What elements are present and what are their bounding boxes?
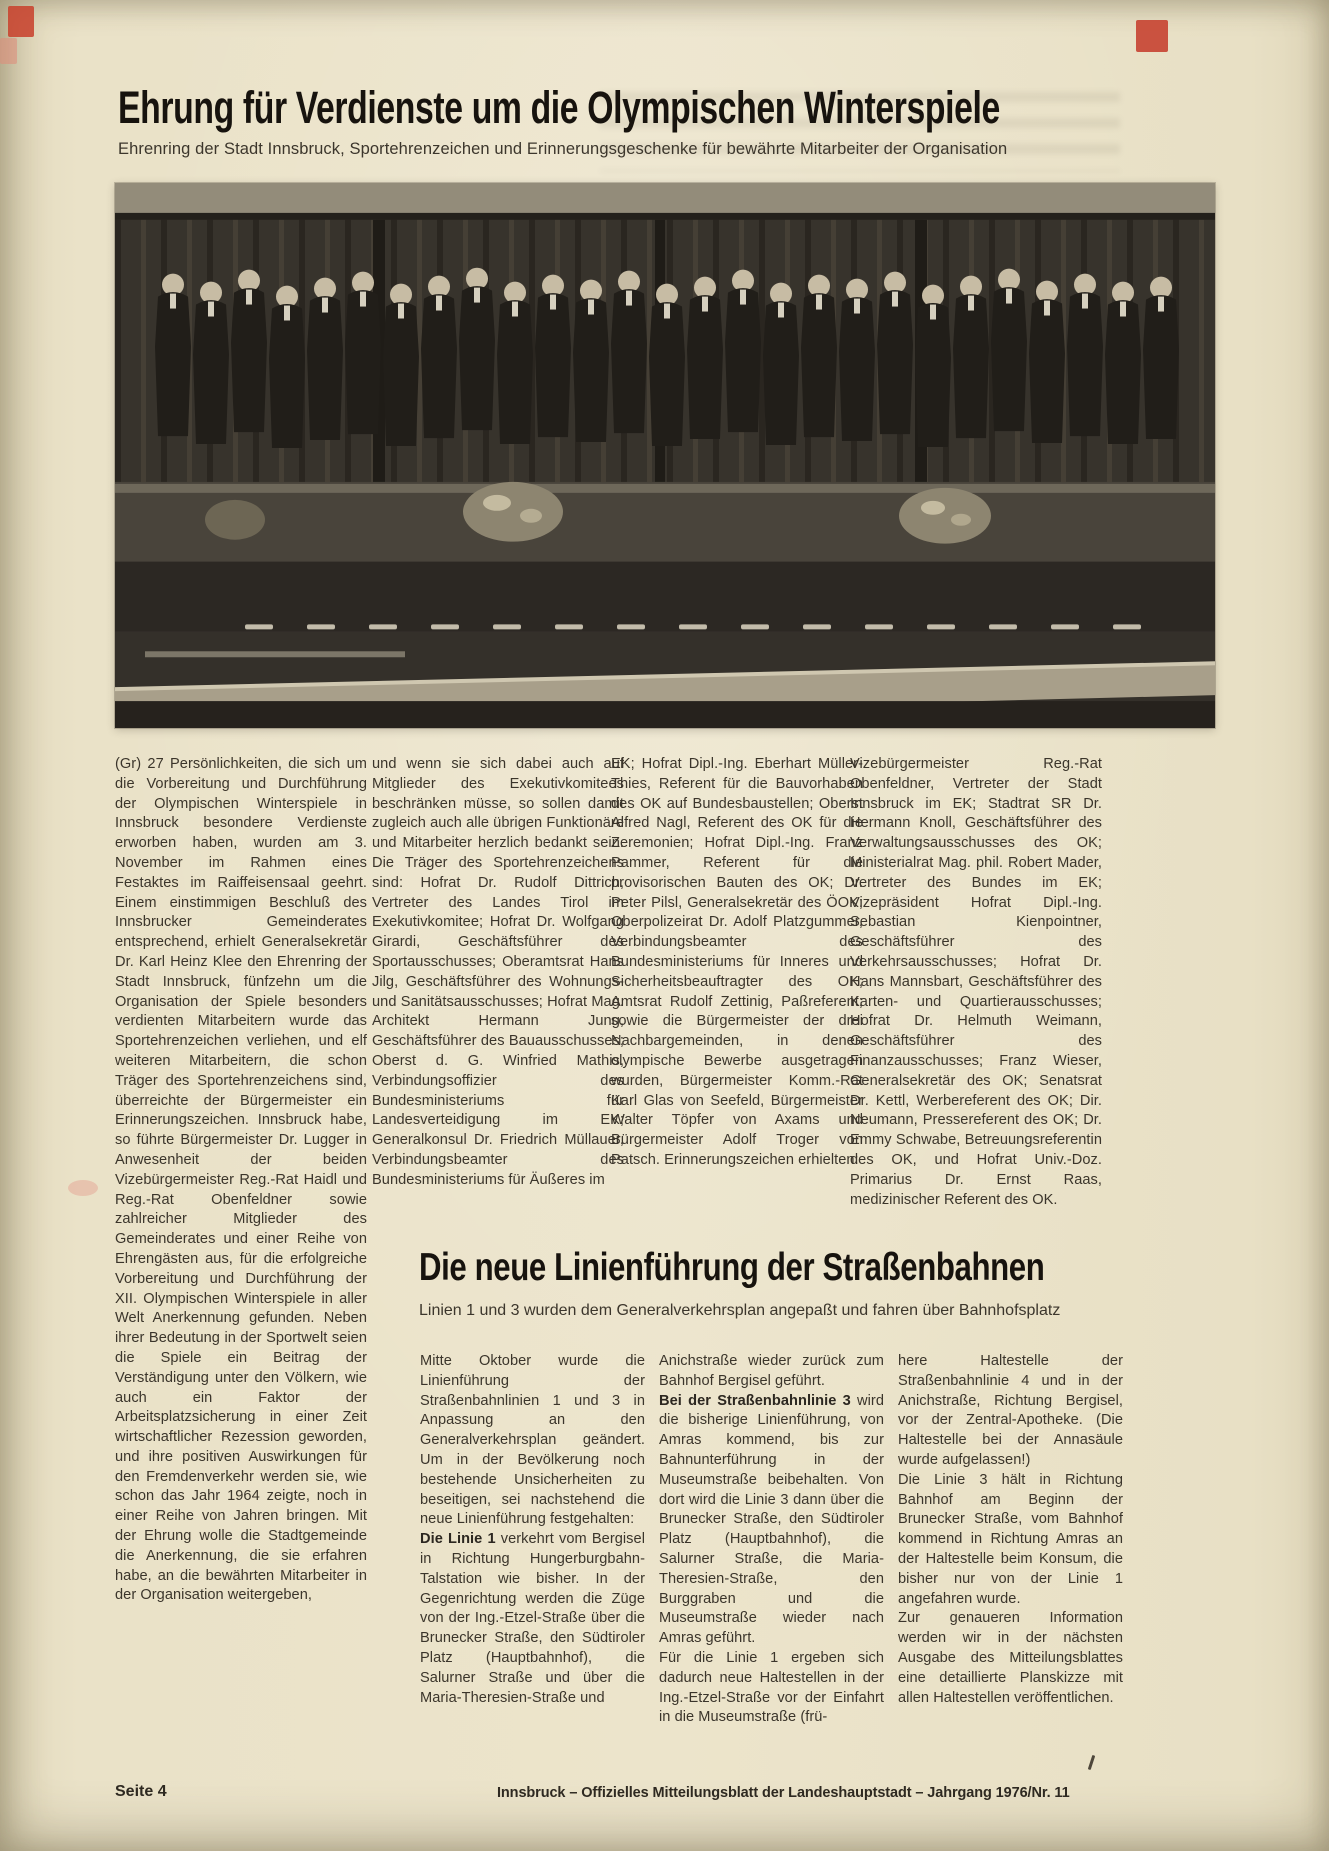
pen-mark xyxy=(1088,1755,1095,1770)
article2-column-2 xyxy=(659,1352,884,1728)
group-photo xyxy=(115,183,1215,728)
article2-column-1 xyxy=(420,1352,645,1708)
article1-column-1 xyxy=(115,755,367,1606)
article1-paragraph: und wenn sie sich dabei auch auf Mitglieder des Exekutivkomitees beschränken müsse, so sollen damit zugleich auch alle übrigen Funktionäre und Mitarbeiter herzlich bedankt sein. Die Träger des Sportehrenzeichens sind: Hofrat Dr. Rudolf Dittrich, Vertreter des Landes Tirol im Exekutivkomitee; Hofrat Dr. Wolfgang Girardi, Geschäftsführer des Sportausschusses; Oberamtsrat Hans Jilg, Geschäftsführer des Wohnungs- und Sanitätsausschusses; Hofrat Mag. Architekt Hermann Jung, Geschäftsführer des Bauausschusses; Oberst d. G. Winfried Mathis, Verbindungsoffizier des Bundesministeriums für Landesverteidigung im EK; Generalkonsul Dr. Friedrich Müllauer, Verbindungsbeamter des Bundesministeriums für Äußeres im xyxy=(372,756,624,1188)
pink-print-mark-top-left xyxy=(0,38,17,64)
imprint-line: Innsbruck – Offizielles Mitteilungsblatt der Landeshauptstadt – Jahrgang 1976/Nr. 11 xyxy=(497,1785,1070,1801)
article1-paragraph: Vizebürgermeister Reg.-Rat Obenfeldner, Vertreter der Stadt Innsbruck im EK; Stadtrat SR Dr. Hermann Knoll, Geschäftsführer des Verwaltungsausschusses des OK; Ministerialrat Mag. phil. Robert Mader, Vertreter des Bundes im EK; Vizepräsident Hofrat Dipl.-Ing. Sebastian Kienpointner, Geschäftsführer des Verkehrsausschusses; Hofrat Dr. Hans Mannsbart, Geschäftsführer des Karten- und Quartierausschusses; Hofrat Dr. Helmuth Weimann, Geschäftsführer des Finanzausschusses; Franz Wieser, Generalsekretär des OK; Senatsrat Dr. Kettl, Werbereferent des OK; Dir. Neumann, Pressereferent des OK; Dr. Emmy Schwabe, Betreuungsreferentin des OK, und Hofrat Univ.-Doz. Primarius Dr. Ernst Raas, medizinischer Referent des OK. xyxy=(850,756,1102,1208)
bold-lead: Die Linie 1 xyxy=(420,1531,496,1548)
article2-paragraph xyxy=(659,1392,884,1649)
article2-paragraph: Anichstraße wieder zurück zum Bahnhof Bergisel geführt. xyxy=(659,1353,884,1389)
paragraph-text: verkehrt vom Bergisel in Richtung Hungerburgbahn-Talstation wie bisher. In der Gegenrichtung werden die Züge von der Ing.-Etzel-Straße über die Brunecker Straße, den Südtiroler Platz (Hauptbahnhof), die Salurner Straße und über die Maria-Theresien-Straße und xyxy=(420,1531,645,1706)
pink-smudge-left-edge xyxy=(68,1180,98,1196)
article2-headline: Die neue Linienführung der Straßenbahnen xyxy=(419,1246,1045,1289)
article1-paragraph: EK; Hofrat Dipl.-Ing. Eberhart Müller-Thies, Referent für die Bauvorhaben des OK auf Bundesbaustellen; Oberst Alfred Nagl, Referent des OK für die Zeremonien; Hofrat Dipl.-Ing. Franz Pammer, Referent für die provisorischen Bauten des OK; Dr. Peter Pilsl, Generalsekretär des ÖOK; Oberpolizeirat Dr. Adolf Platzgummer, Verbindungsbeamter des Bundesministeriums für Inneres und Sicherheitsbeauftragter des OK; Amtsrat Rudolf Zettinig, Paßreferent; sowie die Bürgermeister der drei Nachbargemeinden, in denen olympische Bewerbe ausgetragen wurden, Bürgermeister Komm.-Rat Karl Glas von Seefeld, Bürgermeister Walter Töpfer von Axams und Bürgermeister Adolf Troger von Patsch. Erinnerungszeichen erhielten: xyxy=(611,756,863,1168)
red-print-mark-top-right xyxy=(1136,20,1168,52)
article2-paragraph: Zur genaueren Information werden wir in der nächsten Ausgabe des Mitteilungsblattes eine detaillierte Planskizze mit allen Haltestellen veröffentlichen. xyxy=(898,1610,1123,1706)
article2-column-3 xyxy=(898,1352,1123,1708)
article1-column-2 xyxy=(372,755,624,1191)
article1-column-4 xyxy=(850,755,1102,1210)
red-print-mark-top-left xyxy=(8,6,34,37)
group-photo-illustration xyxy=(115,183,1215,728)
paragraph-text: wird die bisherige Linienführung, von Amras kommend, bis zur Bahnunterführung in der Museumstraße beibehalten. Von dort wird die Linie 3 dann über die Brunecker Straße, den Südtiroler Platz (Hauptbahnhof), die Salurner Straße, die Maria-Theresien-Straße, den Burggraben und die Museumstraße wieder nach Amras geführt. xyxy=(659,1392,885,1647)
article2-paragraph: Für die Linie 1 ergeben sich dadurch neue Haltestellen in der Ing.-Etzel-Straße vor der Einfahrt in die Museumstraße (frü- xyxy=(659,1649,884,1726)
bold-lead: Bei der Straßenbahnlinie 3 xyxy=(659,1392,851,1409)
article2-paragraph xyxy=(420,1530,645,1708)
article1-headline: Ehrung für Verdienste um die Olympischen Winterspiele xyxy=(118,82,1000,133)
article1-paragraph: (Gr) 27 Persönlichkeiten, die sich um die Vorbereitung und Durchführung der Olympischen Winterspiele in Innsbruck besondere Verdienste erworben haben, wurden am 3. November im Rahmen eines Festaktes im Raiffeisensaal geehrt. Einem einstimmigen Beschluß des Innsbrucker Gemeinderates entsprechend, erhielt Generalsekretär Dr. Karl Heinz Klee den Ehrenring der Stadt Innsbruck, fünfzehn um die Organisation der Spiele besonders verdienten Mitarbeitern wurde das Sportehrenzeichen verliehen, und elf weiteren Mitarbeitern, die schon Träger des Sportehrenzeichens sind, überreichte der Bürgermeister ein Erinnerungszeichen. Innsbruck habe, so führte Bürgermeister Dr. Lugger in Anwesenheit der beiden Vizebürgermeister Reg.-Rat Haidl und Reg.-Rat Obenfeldner sowie zahlreicher Mitglieder des Gemeinderates und einer Reihe von Ehrengästen aus, für die erfolgreiche Vorbereitung und Durchführung der XII. Olympischen Winterspiele in aller Welt Anerkennung gefunden. Neben ihrer Bedeutung in der Sportwelt seien die Spiele ein Beitrag der Verständigung unter den Völkern, wie auch ein Faktor der Arbeitsplatzsicherung in einer Zeit wirtschaftlicher Rezession geworden, und ihre positiven Auswirkungen für den Fremdenverkehr werden sie, wie schon das Jahr 1964 zeigte, noch in einer Reihe von Jahren bringen. Mit der Ehrung wolle die Stadtgemeinde die Anerkennung, die sie erfahren habe, an die bewährten Mitarbeiter in der Organisation weitergeben, xyxy=(115,756,367,1604)
article1-deck: Ehrenring der Stadt Innsbruck, Sportehrenzeichen und Erinnerungsgeschenke für bewährte Mitarbeiter der Organisation xyxy=(118,140,1008,158)
article2-paragraph: Mitte Oktober wurde die Linienführung der Straßenbahnlinien 1 und 3 in Anpassung an den Generalverkehrsplan geändert. Um in der Bevölkerung noch bestehende Unsicherheiten zu beseitigen, sei nachstehend die neue Linienführung festgehalten: xyxy=(420,1353,645,1528)
article2-deck: Linien 1 und 3 wurden dem Generalverkehrsplan angepaßt und fahren über Bahnhofsplatz xyxy=(419,1302,1061,1319)
article1-column-3 xyxy=(611,755,863,1171)
page-number: Seite 4 xyxy=(115,1783,167,1800)
article2-paragraph: here Haltestelle der Straßenbahnlinie 4 und in der Anichstraße, Richtung Bergisel, vor der Zentral-Apotheke. (Die Haltestelle bei der Annasäule wurde aufgelassen!) xyxy=(898,1353,1123,1468)
article2-paragraph: Die Linie 3 hält in Richtung Bahnhof am Beginn der Brunecker Straße, vom Bahnhof kommend in Richtung Amras an der Haltestelle beim Konsum, die bisher nur von der Linie 1 angefahren wurde. xyxy=(898,1471,1123,1607)
